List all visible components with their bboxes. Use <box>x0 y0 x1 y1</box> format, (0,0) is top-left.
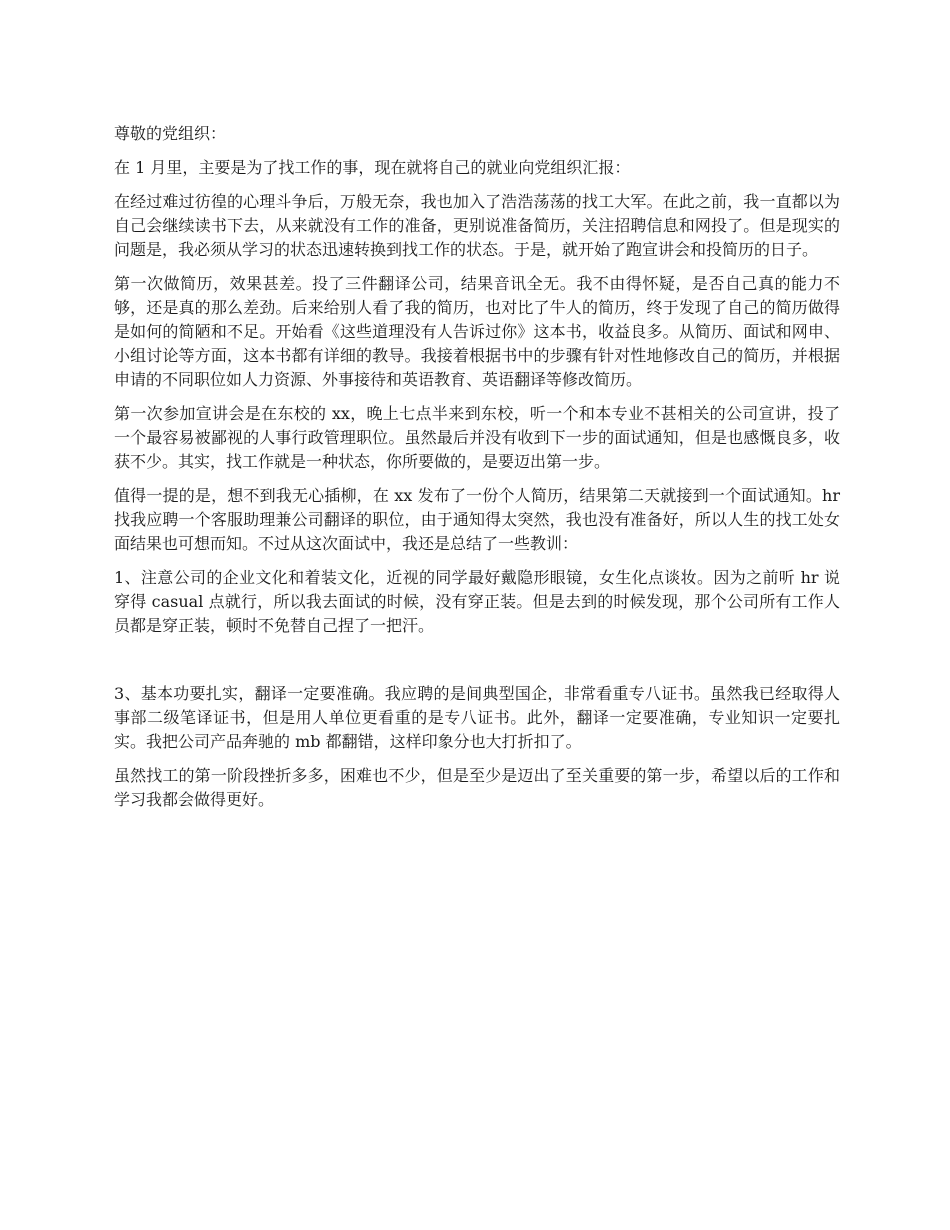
document-body <box>114 122 840 822</box>
paragraph-first-seminar: 第一次参加宣讲会是在东校的 xx，晚上七点半来到东校，听一个和本专业不甚相关的公司宣讲，投了一个最容易被鄙视的人事行政管理职位。虽然最后并没有收到下一步的面试通知，但是也感慨良多，收获不少。其实，找工作就是一种状态，你所要做的，是要迈出第一步。 <box>114 404 840 471</box>
paragraph-conclusion: 虽然找工的第一阶段挫折多多，困难也不少，但是至少是迈出了至关重要的第一步，希望以后的工作和学习我都会做得更好。 <box>114 766 840 809</box>
paragraph-first-interview: 值得一提的是，想不到我无心插柳，在 xx 发布了一份个人简历，结果第二天就接到一个面试通知。hr 找我应聘一个客服助理兼公司翻译的职位，由于通知得太突然，我也没有准备好，所以人生的找工处女面结果也可想而知。不过从这次面试中，我还是总结了一些教训： <box>114 486 840 553</box>
paragraph-job-hunt-start: 在经过难过彷徨的心理斗争后，万般无奈，我也加入了浩浩荡荡的找工大军。在此之前，我一直都以为自己会继续读书下去，从来就没有工作的准备，更别说准备简历，关注招聘信息和网投了。但是现实的问题是，我必须从学习的状态迅速转换到找工作的状态。于是，就开始了跑宣讲会和投简历的日子。 <box>114 192 840 259</box>
paragraph-lesson-3: 3、基本功要扎实，翻译一定要准确。我应聘的是间典型国企，非常看重专八证书。虽然我已经取得人事部二级笔译证书，但是用人单位更看重的是专八证书。此外，翻译一定要准确，专业知识一定要扎实。我把公司产品奔驰的 mb 都翻错，这样印象分也大打折扣了。 <box>114 684 840 751</box>
salutation: 尊敬的党组织： <box>114 124 227 143</box>
paragraph-gap <box>114 648 840 672</box>
paragraph-lesson-1: 1、注意公司的企业文化和着装文化，近视的同学最好戴隐形眼镜，女生化点谈妆。因为之前听 hr 说穿得 casual 点就行，所以我去面试的时候，没有穿正装。但是去到的时候发现，那个公司所有工作人员都是穿正装，顿时不免替自己捏了一把汗。 <box>114 568 840 635</box>
paragraph-intro: 在 1 月里，主要是为了找工作的事，现在就将自己的就业向党组织汇报： <box>114 158 631 177</box>
paragraph-first-resume: 第一次做简历，效果甚差。投了三件翻译公司，结果音讯全无。我不由得怀疑，是否自己真的能力不够，还是真的那么差劲。后来给别人看了我的简历，也对比了牛人的简历，终于发现了自己的简历做得是如何的简陋和不足。开始看《这些道理没有人告诉过你》这本书，收益良多。从简历、面试和网申、小组讨论等方面，这本书都有详细的教导。我接着根据书中的步骤有针对性地修改自己的简历，并根据申请的不同职位如人力资源、外事接待和英语教育、英语翻译等修改简历。 <box>114 274 840 389</box>
